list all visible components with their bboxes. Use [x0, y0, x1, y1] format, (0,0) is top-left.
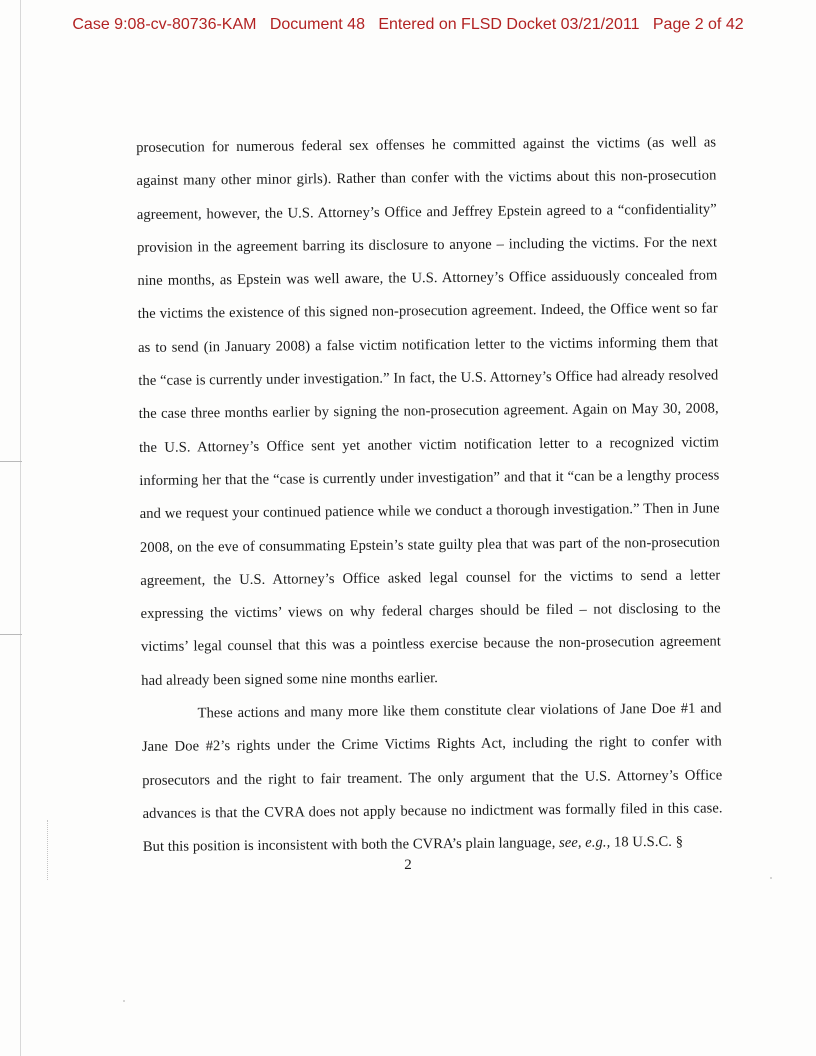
paragraph-text: 18 U.S.C. §	[610, 834, 684, 851]
document-number: Document 48	[269, 16, 365, 33]
document-body	[136, 126, 723, 864]
citation-signal: see, e.g.,	[559, 834, 611, 852]
margin-mark	[0, 634, 22, 635]
page-number: 2	[404, 857, 412, 873]
margin-mark	[0, 461, 22, 462]
scan-left-edge	[20, 0, 21, 1056]
case-number: Case 9:08-cv-80736-KAM	[72, 16, 257, 33]
scan-artifact	[770, 877, 772, 879]
scan-artifact	[123, 1000, 125, 1002]
docket-header	[0, 16, 816, 34]
docket-entry: Entered on FLSD Docket 03/21/2011	[378, 16, 640, 33]
page-count: Page 2 of 42	[652, 16, 744, 33]
paragraph	[141, 692, 723, 864]
paragraph-text: These actions and many more like them constitute clear violations of Jane Doe #1 and Jane Doe #2’s rights under the Crime Victims Rights Act, including the right to confer with prosecutors and the right to fair treament. The only argument that the U.S. Attorney’s Office advances is that the CVRA does not apply because no indictment was formally filed in this case. But this position is inconsistent with both the CVRA’s plain language,	[141, 700, 723, 856]
paragraph: prosecution for numerous federal sex offenses he committed against the victims (as well as against many other minor girls). Rather than confer with the victims about this non-prosecution agreement, however, the U.S. Attorney’s Office and Jeffrey Epstein agreed to a “confidentiality” provision in the agreement barring its disclosure to anyone – including the victims. For the next nine months, as Epstein was well aware, the U.S. Attorney’s Office assiduously concealed from the victims the existence of this signed non-prosecution agreement. Indeed, the Office went so far as to send (in January 2008) a false victim notification letter to the victims informing them that the “case is currently under investigation.” In fact, the U.S. Attorney’s Office had already resolved the case three months earlier by signing the non-prosecution agreement. Again on May 30, 2008, the U.S. Attorney’s Office sent yet another victim notification letter to a recognized victim informing her that the “case is currently under investigation” and that it “can be a lengthy process and we request your continued patience while we conduct a thorough investigation.” Then in June 2008, on the eve of consummating Epstein’s state guilty plea that was part of the non-prosecution agreement, the U.S. Attorney’s Office asked legal counsel for the victims to send a letter expressing the victims’ views on why federal charges should be filed – not disclosing to the victims’ legal counsel that this was a pointless exercise because the non-prosecution agreement had already been signed some nine months earlier.	[136, 134, 721, 689]
